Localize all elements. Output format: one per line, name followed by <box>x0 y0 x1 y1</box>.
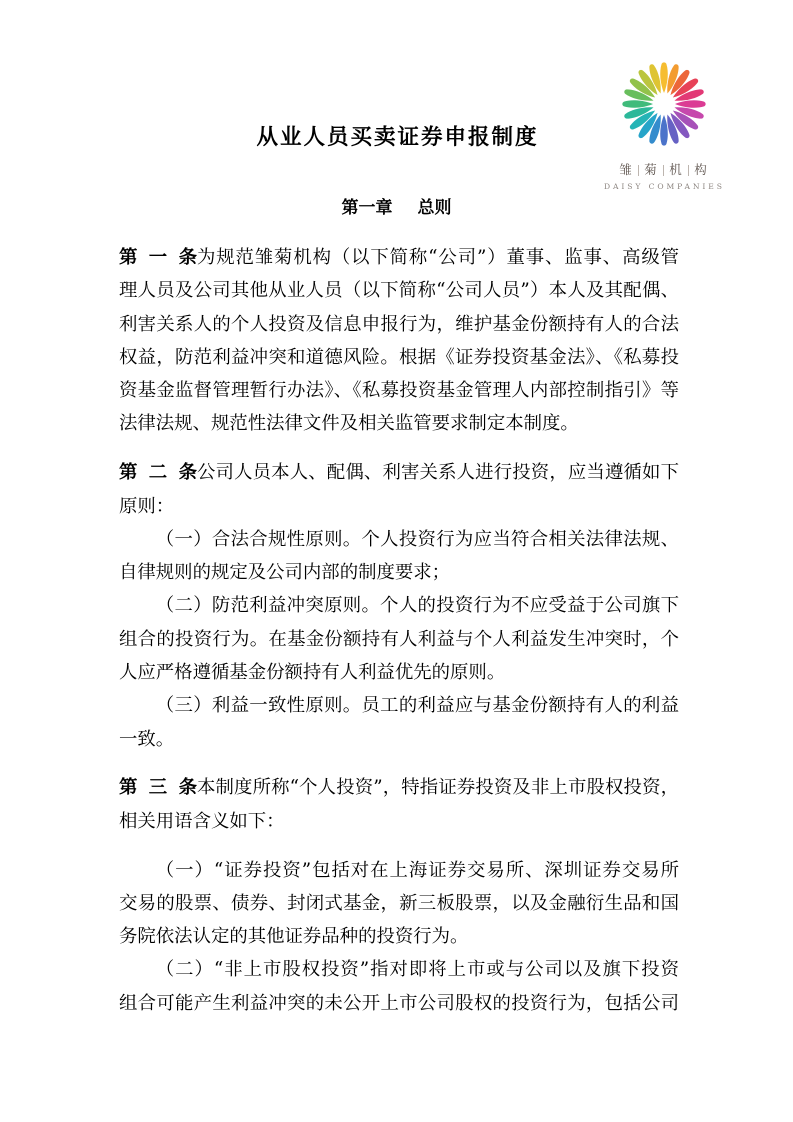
text-line: 人应严格遵循基金份额持有人利益优先的原则。 <box>119 662 506 684</box>
text-line: 一致。 <box>119 728 175 750</box>
article-lead-text: 为规范雏菊机构（以下简称“公司”）董事、监事、高级管 <box>197 247 679 268</box>
text-line: 利害关系人的个人投资及信息申报行为，维护基金份额持有人的合法 <box>119 313 679 335</box>
logo-brand-char: 机 <box>669 162 682 177</box>
logo-brand-en: DAISY COMPANIES <box>604 182 725 191</box>
logo-petal <box>660 62 668 93</box>
article-label: 第二条 <box>119 462 197 484</box>
text-line: （二）“非上市股权投资”指对即将上市或与公司以及旗下投资 <box>155 959 679 981</box>
document-body <box>119 241 679 1020</box>
article-2 <box>119 456 679 756</box>
text-line: 资基金监督管理暂行办法》、《私募投资基金管理人内部控制指引》等 <box>119 380 679 402</box>
article-1 <box>119 241 679 441</box>
logo-brand-cn <box>600 161 726 179</box>
text-line: （一）合法合规性原则。个人投资行为应当符合相关法律法规、 <box>155 528 679 550</box>
article-item-paragraph <box>119 854 679 954</box>
logo-petal <box>675 100 706 108</box>
text-line: （三）利益一致性原则。员工的利益应与基金份额持有人的利益 <box>155 695 679 717</box>
text-line <box>119 456 679 489</box>
logo-petal <box>622 100 653 108</box>
text-line: 相关用语含义如下： <box>119 810 285 832</box>
text-line: （一）“证券投资”包括对在上海证券交易所、深圳证券交易所 <box>155 859 679 881</box>
article-item-paragraph <box>119 523 679 590</box>
logo-brand-char: 菊 <box>644 162 657 177</box>
logo-flower-center <box>654 94 675 115</box>
text-line: 理人员及公司其他从业人员（以下简称“公司人员”）本人及其配偶、 <box>119 280 679 302</box>
text-line <box>119 241 679 274</box>
article-item-paragraph <box>119 589 679 689</box>
text-line: 交易的股票、债券、封闭式基金，新三板股票，以及金融衍生品和国 <box>119 892 679 914</box>
chapter-name: 总则 <box>417 198 452 218</box>
article-label: 第一条 <box>119 247 197 268</box>
logo-separator <box>688 165 689 176</box>
article-3 <box>119 771 679 1020</box>
logo-separator <box>663 165 664 176</box>
text-line: 组合的投资行为。在基金份额持有人利益与个人利益发生冲突时，个 <box>119 628 679 650</box>
chapter-number: 第一章 <box>341 198 393 218</box>
text-line: 原则： <box>119 495 175 517</box>
text-line <box>119 771 679 804</box>
document-title: 从业人员买卖证券申报制度 <box>256 125 539 150</box>
text-line: 自律规则的规定及公司内部的制度要求； <box>119 562 451 584</box>
article-paragraph <box>119 456 679 523</box>
chapter-heading <box>0 194 793 222</box>
article-item-paragraph <box>119 953 679 1020</box>
article-item-paragraph <box>119 689 679 756</box>
article-paragraph <box>119 771 679 838</box>
article-lead-text: 公司人员本人、配偶、利害关系人进行投资，应当遵循如下 <box>197 462 679 484</box>
text-line: 组合可能产生利益冲突的未公开上市公司股权的投资行为，包括公司 <box>119 992 679 1014</box>
text-line: （二）防范利益冲突原则。个人的投资行为不应受益于公司旗下 <box>155 595 679 617</box>
text-line: 权益，防范利益冲突和道德风险。根据《证券投资基金法》、《私募投 <box>119 346 679 368</box>
logo-brand-char: 构 <box>694 162 707 177</box>
logo-separator <box>638 165 639 176</box>
text-line: 务院依法认定的其他证券品种的投资行为。 <box>119 926 469 948</box>
logo-brand-char: 雏 <box>619 162 632 177</box>
text-line: 法律法规、规范性法律文件及相关监管要求制定本制度。 <box>119 413 579 435</box>
article-lead-text: 本制度所称“个人投资”，特指证券投资及非上市股权投资， <box>197 777 679 799</box>
article-label: 第三条 <box>119 777 197 799</box>
article-paragraph <box>119 241 679 441</box>
